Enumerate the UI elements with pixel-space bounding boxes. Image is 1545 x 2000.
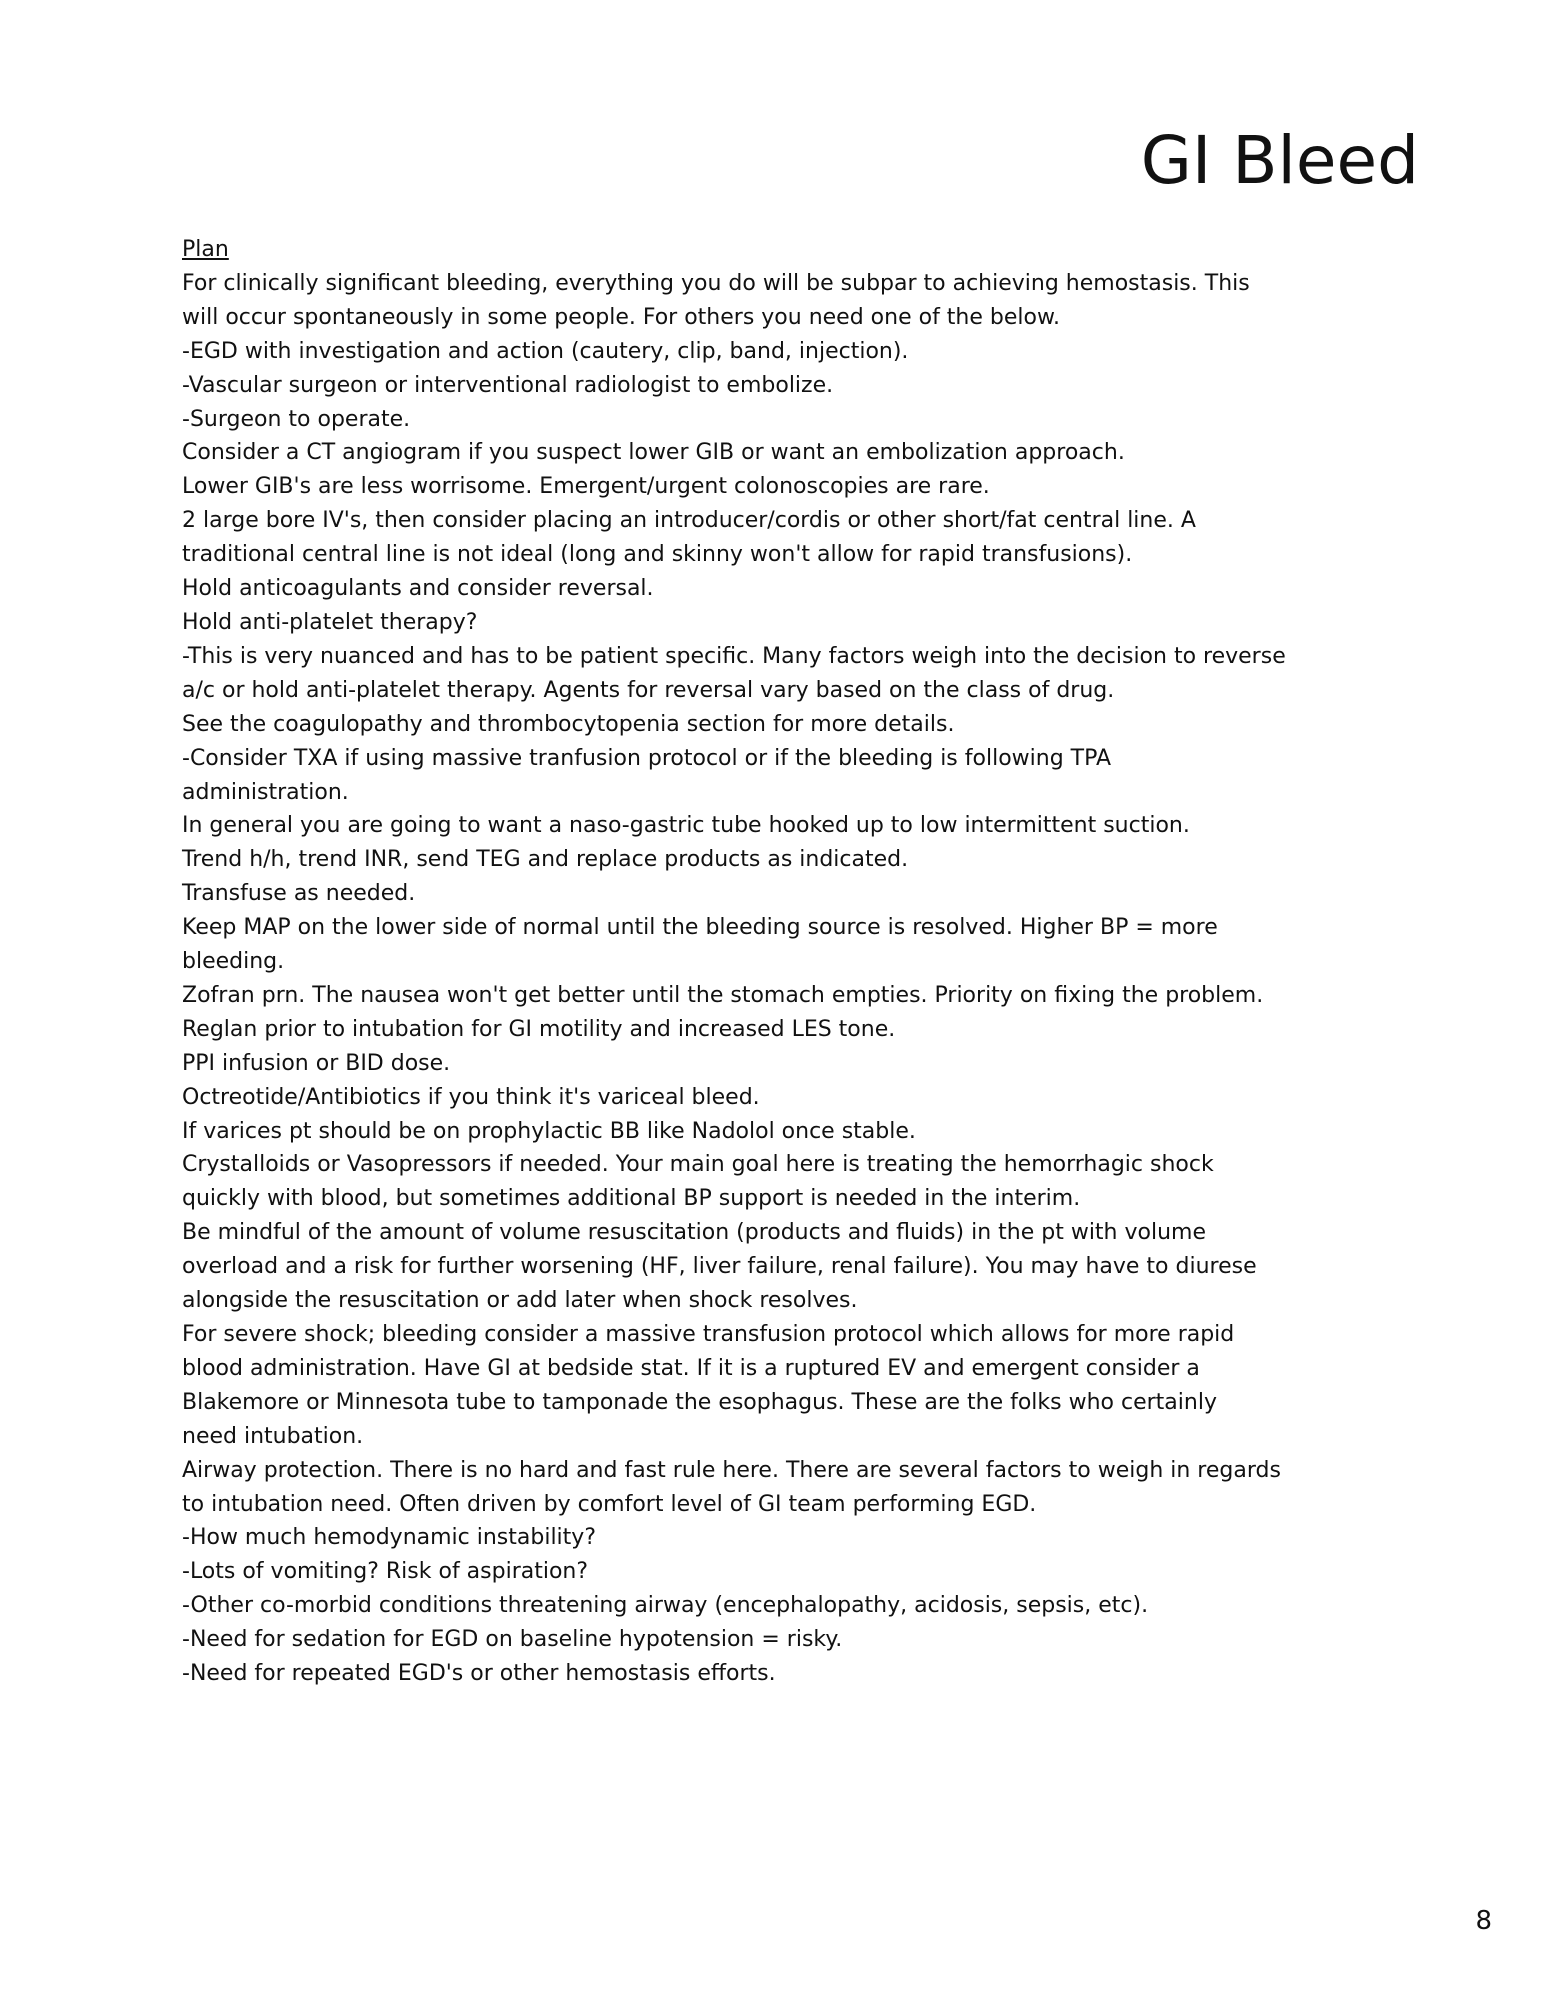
text-line: administration.	[182, 779, 349, 805]
text-line: Octreotide/Antibiotics if you think it's variceal bleed.	[182, 1084, 760, 1110]
text-line: -EGD with investigation and action (cautery, clip, band, injection).	[182, 338, 909, 364]
text-line: Be mindful of the amount of volume resuscitation (products and fluids) in the pt with volume	[182, 1220, 1206, 1246]
text-line: In general you are going to want a naso-gastric tube hooked up to low intermittent suction.	[182, 813, 1190, 839]
section-heading-plan: Plan	[182, 237, 229, 262]
text-line: -Vascular surgeon or interventional radiologist to embolize.	[182, 372, 834, 398]
text-line: -How much hemodynamic instability?	[182, 1525, 596, 1551]
text-line: Crystalloids or Vasopressors if needed. Your main goal here is treating the hemorrhagic shock	[182, 1152, 1214, 1178]
text-line: a/c or hold anti-platelet therapy. Agents for reversal vary based on the class of drug.	[182, 677, 1115, 703]
text-line: -Need for repeated EGD's or other hemostasis efforts.	[182, 1661, 776, 1687]
text-line: Transfuse as needed.	[182, 881, 416, 907]
page-title: GI Bleed	[1140, 122, 1419, 199]
text-line: See the coagulopathy and thrombocytopenia section for more details.	[182, 711, 955, 737]
text-line: Blakemore or Minnesota tube to tamponade the esophagus. These are the folks who certainly	[182, 1389, 1217, 1415]
text-line: bleeding.	[182, 949, 285, 975]
text-line: quickly with blood, but sometimes additional BP support is needed in the interim.	[182, 1186, 1081, 1212]
text-line: Reglan prior to intubation for GI motility and increased LES tone.	[182, 1016, 896, 1042]
text-line: will occur spontaneously in some people. For others you need one of the below.	[182, 304, 1060, 330]
text-line: traditional central line is not ideal (long and skinny won't allow for rapid transfusions).	[182, 542, 1133, 568]
text-line: Trend h/h, trend INR, send TEG and replace products as indicated.	[182, 847, 909, 873]
text-line: to intubation need. Often driven by comfort level of GI team performing EGD.	[182, 1491, 1037, 1517]
text-line: blood administration. Have GI at bedside stat. If it is a ruptured EV and emergent consider a	[182, 1355, 1200, 1381]
text-line: For clinically significant bleeding, everything you do will be subpar to achieving hemostasis. This	[182, 270, 1250, 296]
text-line: Keep MAP on the lower side of normal until the bleeding source is resolved. Higher BP = more	[182, 915, 1218, 941]
text-line: -Surgeon to operate.	[182, 406, 411, 432]
plan-section	[182, 233, 1432, 1691]
text-line: Zofran prn. The nausea won't get better until the stomach empties. Priority on fixing the problem.	[182, 982, 1264, 1008]
text-line: -Consider TXA if using massive tranfusion protocol or if the bleeding is following TPA	[182, 745, 1112, 771]
text-line: 2 large bore IV's, then consider placing an introducer/cordis or other short/fat central line. A	[182, 508, 1196, 534]
text-line: Airway protection. There is no hard and fast rule here. There are several factors to weigh in regards	[182, 1457, 1281, 1483]
text-line: Hold anti-platelet therapy?	[182, 609, 478, 635]
text-line: Consider a CT angiogram if you suspect lower GIB or want an embolization approach.	[182, 440, 1125, 466]
text-line: alongside the resuscitation or add later when shock resolves.	[182, 1288, 858, 1314]
text-line: PPI infusion or BID dose.	[182, 1050, 451, 1076]
text-line: -Lots of vomiting? Risk of aspiration?	[182, 1559, 589, 1585]
text-line: Hold anticoagulants and consider reversal.	[182, 576, 654, 602]
page-number: 8	[1475, 1906, 1492, 1936]
text-line: -Need for sedation for EGD on baseline hypotension = risky.	[182, 1627, 843, 1653]
text-line: overload and a risk for further worsening (HF, liver failure, renal failure). You may have to diurese	[182, 1254, 1257, 1280]
text-line: need intubation.	[182, 1423, 364, 1449]
text-line: -This is very nuanced and has to be patient specific. Many factors weigh into the decision to reverse	[182, 643, 1286, 669]
text-line: For severe shock; bleeding consider a massive transfusion protocol which allows for more rapid	[182, 1322, 1235, 1347]
text-line: If varices pt should be on prophylactic BB like Nadolol once stable.	[182, 1118, 916, 1144]
text-line: Lower GIB's are less worrisome. Emergent/urgent colonoscopies are rare.	[182, 474, 990, 500]
text-line: -Other co-morbid conditions threatening airway (encephalopathy, acidosis, sepsis, etc).	[182, 1593, 1149, 1619]
